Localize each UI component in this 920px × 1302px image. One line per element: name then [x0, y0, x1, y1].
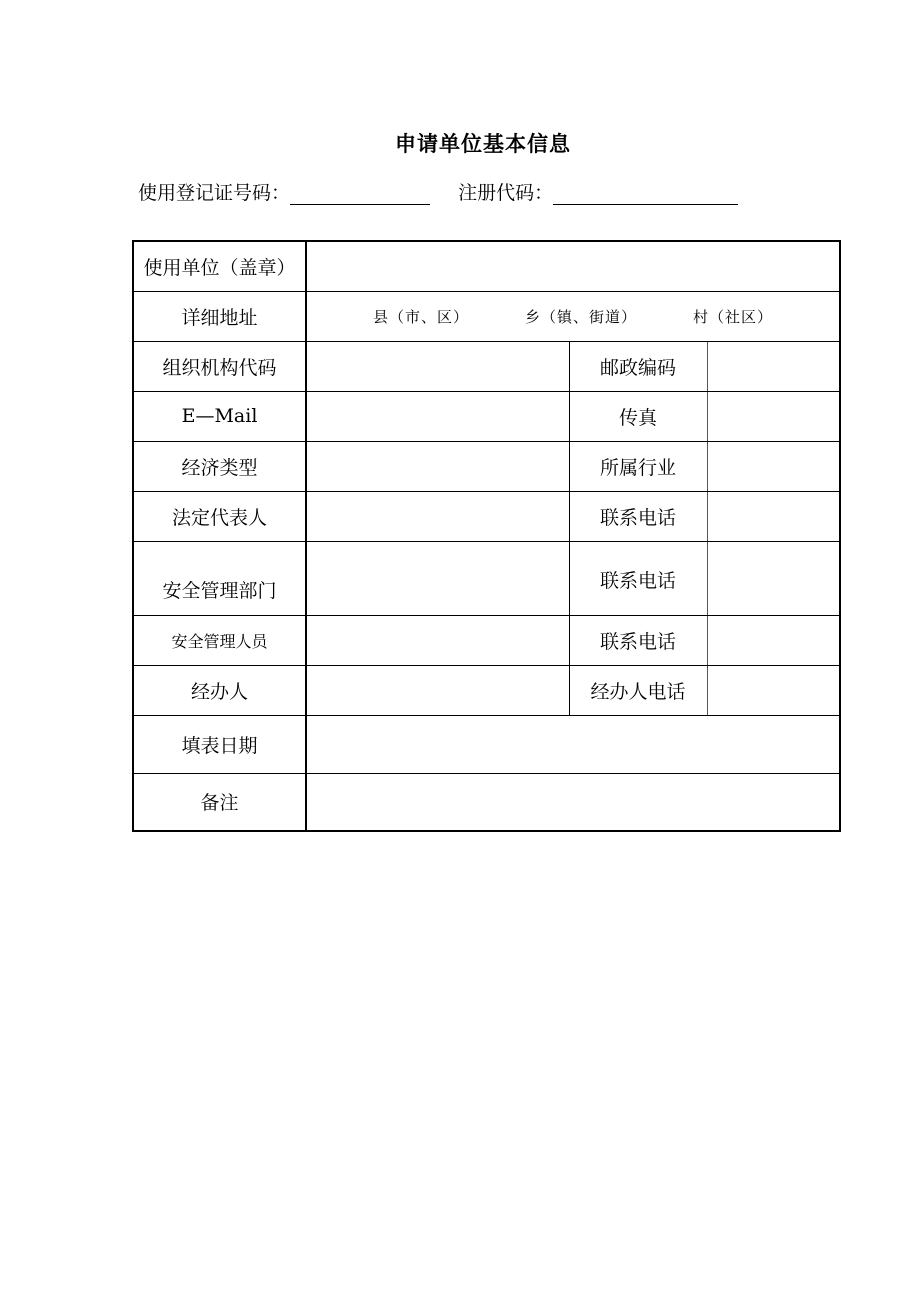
- reg-cert-blank[interactable]: [290, 182, 430, 205]
- unit-value-cell[interactable]: [306, 241, 840, 291]
- legal-rep-value-cell[interactable]: [306, 491, 569, 541]
- reg-cert-label: 使用登记证号码：: [138, 182, 291, 204]
- fax-label: 传真: [569, 391, 707, 441]
- address-county: 县（市、区）: [372, 307, 469, 326]
- safety-dept-label: 安全管理部门: [133, 541, 306, 615]
- table-row: [133, 441, 840, 491]
- phone-2-label: 联系电话: [569, 541, 707, 615]
- fill-date-value-cell[interactable]: [306, 715, 840, 773]
- email-value-cell[interactable]: [306, 391, 569, 441]
- table-row: [133, 341, 840, 391]
- table-row: [133, 615, 840, 665]
- remarks-value-cell[interactable]: [306, 773, 840, 831]
- remarks-label: 备注: [133, 773, 306, 831]
- industry-label: 所属行业: [569, 441, 707, 491]
- industry-value-cell[interactable]: [707, 441, 840, 491]
- address-town: 乡（镇、街道）: [525, 307, 638, 326]
- phone-3-value-cell[interactable]: [707, 615, 840, 665]
- phone-2-value-cell[interactable]: [707, 541, 840, 615]
- table-row: [133, 241, 840, 291]
- phone-3-label: 联系电话: [569, 615, 707, 665]
- reg-code-blank[interactable]: [553, 182, 738, 205]
- page-title: 申请单位基本信息: [395, 131, 571, 156]
- safety-staff-value-cell[interactable]: [306, 615, 569, 665]
- unit-label: 使用单位（盖章）: [133, 241, 306, 291]
- registration-line: [138, 178, 738, 205]
- handler-label: 经办人: [133, 665, 306, 715]
- table-row: [133, 391, 840, 441]
- econ-type-value-cell[interactable]: [306, 441, 569, 491]
- phone-1-value-cell[interactable]: [707, 491, 840, 541]
- postal-code-value-cell[interactable]: [707, 341, 840, 391]
- email-label: E—Mail: [133, 391, 306, 441]
- applicant-info-table: [132, 240, 841, 832]
- handler-phone-value-cell[interactable]: [707, 665, 840, 715]
- address-village: 村（社区）: [693, 307, 774, 326]
- table-row: [133, 665, 840, 715]
- address-value-cell[interactable]: [306, 291, 840, 341]
- reg-code-label: 注册代码：: [458, 182, 554, 204]
- address-label: 详细地址: [133, 291, 306, 341]
- phone-1-label: 联系电话: [569, 491, 707, 541]
- handler-value-cell[interactable]: [306, 665, 569, 715]
- org-code-value-cell[interactable]: [306, 341, 569, 391]
- fill-date-label: 填表日期: [133, 715, 306, 773]
- table-row: [133, 291, 840, 341]
- econ-type-label: 经济类型: [133, 441, 306, 491]
- table-row: [133, 541, 840, 615]
- legal-rep-label: 法定代表人: [133, 491, 306, 541]
- table-row: [133, 491, 840, 541]
- org-code-label: 组织机构代码: [133, 341, 306, 391]
- postal-code-label: 邮政编码: [569, 341, 707, 391]
- fax-value-cell[interactable]: [707, 391, 840, 441]
- safety-dept-value-cell[interactable]: [306, 541, 569, 615]
- table-row: [133, 715, 840, 773]
- handler-phone-label: 经办人电话: [569, 665, 707, 715]
- safety-staff-label: 安全管理人员: [133, 615, 306, 665]
- table-row: [133, 773, 840, 831]
